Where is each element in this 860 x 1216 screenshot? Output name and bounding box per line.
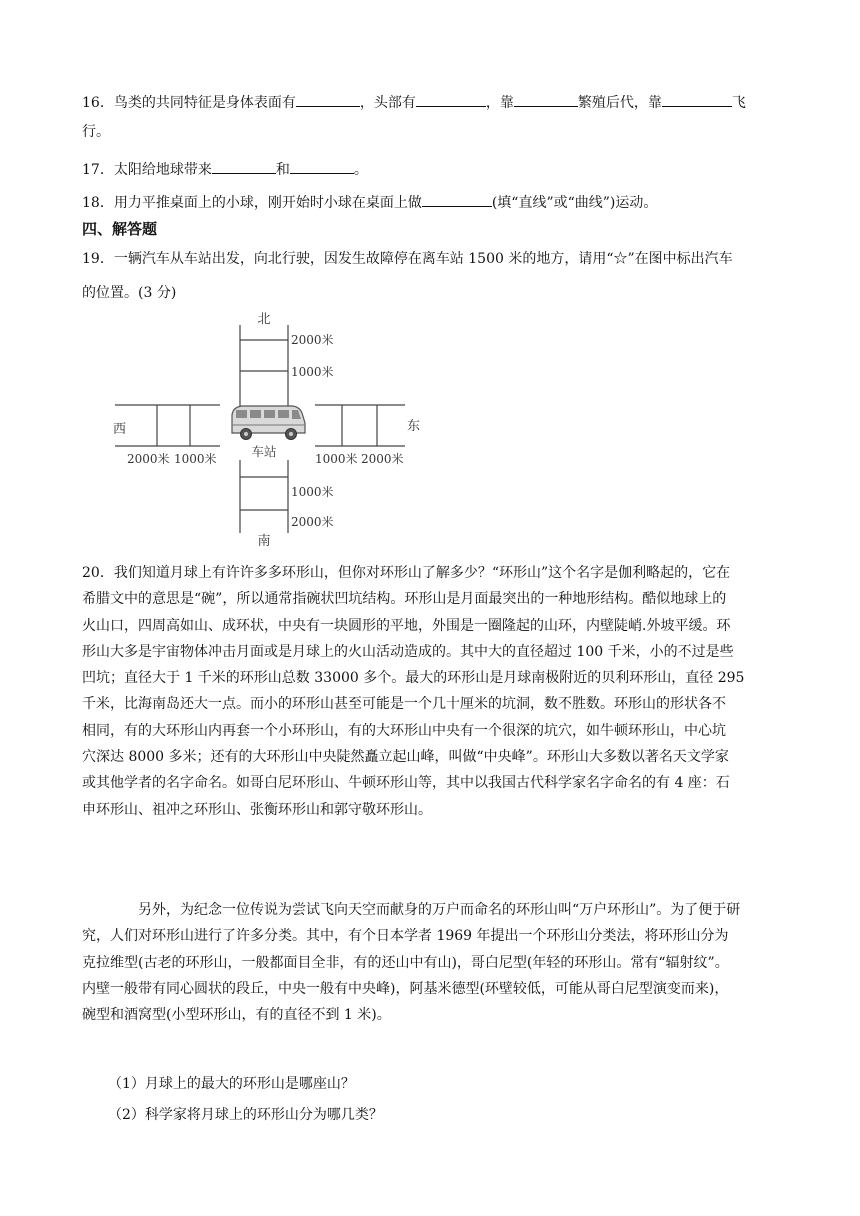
east-1000-label: 1000米 (315, 452, 358, 466)
passage-line: 形山大多是宇宙物体冲击月面或是月球上的火山活动造成的。其中大的直径超过 100 千米，小的不过是些 (82, 643, 734, 660)
north-2000-label: 2000米 (291, 333, 334, 347)
question-16-line2: 行。 (82, 124, 110, 140)
question-19-line1: 19．一辆汽车从车站出发，向北行驶，因发生故障停在离车站 1500 米的地方，请用“☆”在图中标出汽车 (82, 251, 733, 267)
passage-line: 凹坑；直径大于 1 千米的环形山总数 33000 多个。最大的环形山是月球南极附近的贝利环形山，直径 295 (82, 670, 745, 687)
passage-line: 火山口，四周高如山、成环状，中央有一块圆形的平地，外围是一圈隆起的山环，内壁陡峭.外坡平缓。环 (82, 617, 731, 634)
question-20-passage (82, 560, 812, 823)
passage-line: 希腊文中的意思是“碗”，所以通常指碗状凹坑结构。环形山是月面最突出的一种地形结构。酷似地球上的 (82, 591, 727, 608)
question-18 (82, 190, 657, 213)
q16-text-3: ，靠 (485, 95, 514, 111)
south-label: 南 (257, 534, 271, 549)
south-2000-label: 2000米 (291, 515, 334, 529)
station-label: 车站 (251, 444, 277, 459)
passage-line: 千米，比海南岛还大一点。而小的环形山甚至可能是一个几十厘米的坑洞，数不胜数。环形山的形状各不 (82, 696, 726, 713)
sub-question-2: （2）科学家将月球上的环形山分为哪几类？ (108, 1107, 383, 1123)
question-17 (82, 157, 368, 180)
east-label: 东 (407, 419, 421, 434)
west-2000-label: 2000米 (127, 452, 170, 466)
q18-text-1: 18．用力平推桌面上的小球，刚开始时小球在桌面上做 (82, 195, 422, 211)
q16-text-1: 16．鸟类的共同特征是身体表面有 (82, 95, 296, 111)
q17-text-1: 17．太阳给地球带来 (82, 162, 212, 178)
answer-blank[interactable] (422, 190, 492, 207)
passage-line: 克拉维型(古老的环形山，一般都面目全非，有的还山中有山)，哥白尼型(年轻的环形山。常有“辐射纹”。 (82, 954, 729, 971)
north-label: 北 (257, 312, 271, 327)
q16-text-2: ，头部有 (359, 95, 416, 111)
direction-diagram (105, 305, 425, 550)
passage-line: 穴深达 8000 多米；还有的大环形山中央陡然矗立起山峰，叫做“中央峰”。环形山大多数以著名天文学家 (82, 749, 729, 766)
passage-line: 相同，有的大环形山内再套一个小环形山，有的大环形山中央有一个很深的坑穴，如牛顿环形山，中心坑 (82, 722, 726, 739)
van-icon (232, 406, 305, 440)
west-1000-label: 1000米 (174, 452, 217, 466)
q16-text-5: 飞 (731, 95, 746, 111)
passage-line: 或其他学者的名字命名。如哥白尼环形山、牛顿环形山等，其中以我国古代科学家名字命名的有 4 座：石 (82, 775, 730, 792)
passage-line: 20．我们知道月球上有许许多多环形山，但你对环形山了解多少？“环形山”这个名字是伽利略起的，它在 (82, 565, 731, 581)
passage-line: 碗型和酒窝型(小型环形山，有的直径不到 1 米)。 (82, 1007, 391, 1024)
answer-blank[interactable] (290, 157, 354, 174)
passage-line: 另外，为纪念一位传说为尝试飞向天空而献身的万户而命名的环形山叫“万户环形山”。为了便于研 (138, 902, 741, 918)
north-1000-label: 1000米 (291, 365, 334, 379)
section-heading: 四、解答题 (82, 220, 158, 238)
answer-blank[interactable] (514, 90, 578, 107)
question-19-line2: 的位置。(3 分) (82, 285, 177, 301)
south-1000-label: 1000米 (291, 485, 334, 499)
q17-text-3: 。 (353, 162, 368, 178)
question-20-passage-2 (82, 897, 812, 1028)
sub-question-1: （1）月球上的最大的环形山是哪座山？ (108, 1076, 355, 1092)
east-2000-label: 2000米 (361, 452, 404, 466)
answer-blank[interactable] (416, 90, 486, 107)
q17-text-2: 和 (275, 162, 290, 178)
passage-line: 内壁一般带有同心圆状的段丘，中央一般有中央峰)，阿基米德型(环壁较低，可能从哥白尼型演变而来)， (82, 980, 729, 997)
answer-blank[interactable] (212, 157, 276, 174)
passage-line: 申环形山、祖冲之环形山、张衡环形山和郭守敬环形山。 (82, 801, 432, 818)
passage-line: 究，人们对环形山进行了许多分类。其中，有个日本学者 1969 年提出一个环形山分类法，将环形山分为 (82, 928, 729, 945)
answer-blank[interactable] (296, 90, 360, 107)
q18-text-2: (填“直线”或“曲线”)运动。 (491, 195, 658, 211)
west-label: 西 (113, 422, 127, 437)
answer-blank[interactable] (662, 90, 732, 107)
q16-text-4: 繁殖后代，靠 (577, 95, 662, 111)
question-16-line1 (82, 90, 746, 113)
